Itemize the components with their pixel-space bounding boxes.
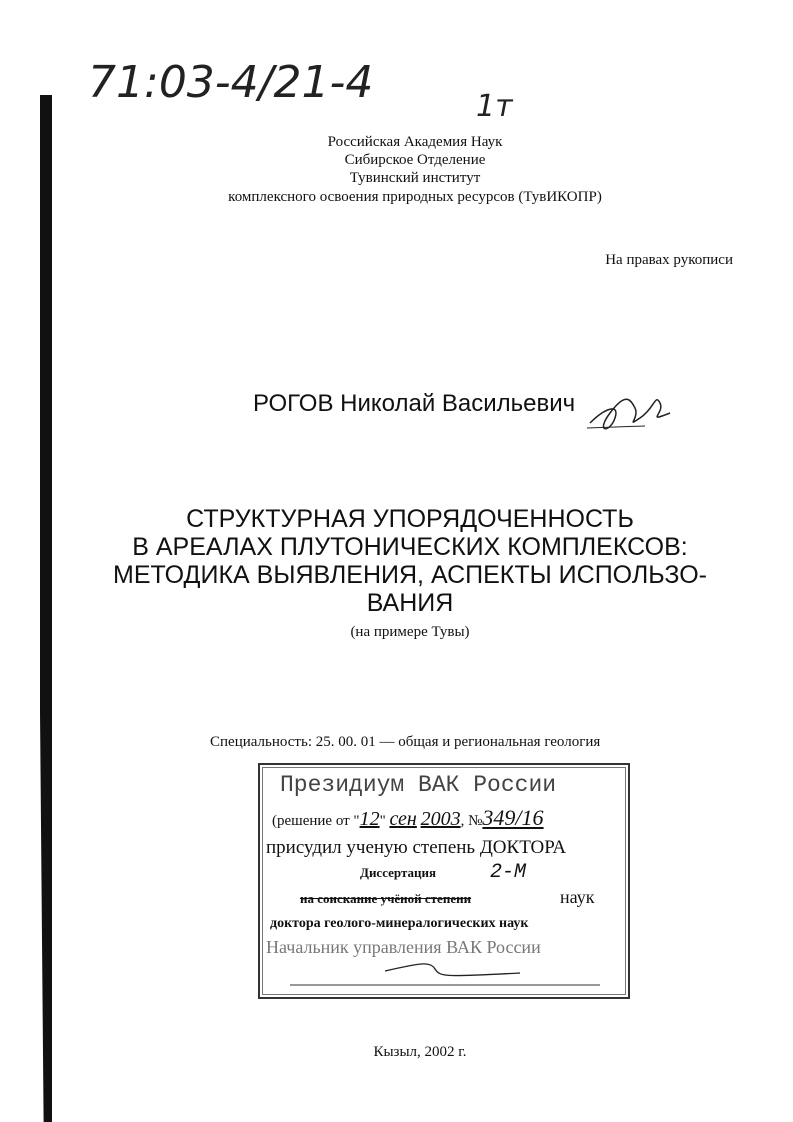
stamp-decision: (решение от "12" сен 2003, №349/16	[272, 805, 544, 830]
stamp-degree-struck: на соискание учёной степени	[300, 891, 472, 906]
stamp-title: Президиум ВАК России	[280, 772, 557, 798]
stamp-signature-line	[280, 961, 610, 989]
handwritten-mark: 1т	[476, 89, 513, 124]
title-line: СТРУКТУРНАЯ УПОРЯДОЧЕННОСТЬ	[186, 505, 634, 533]
header-line: Сибирское Отделение	[344, 152, 486, 168]
stamp-hand-mark: 2-М	[490, 861, 527, 884]
rights-note: На правах рукописи	[605, 252, 733, 268]
decision-day: 12	[359, 808, 380, 830]
decision-year: 2003	[420, 808, 461, 830]
stamp-degree: доктора геолого-минералогических наук	[270, 916, 529, 931]
header-line: комплексного освоения природных ресурсов (ТувИКОПР)	[228, 189, 602, 205]
header-line: Российская Академия Наук	[327, 134, 503, 150]
title-line: ВАНИЯ	[366, 589, 454, 617]
title-line: МЕТОДИКА ВЫЯВЛЕНИЯ, АСПЕКТЫ ИСПОЛЬЗО-	[113, 561, 707, 589]
title-line: В АРЕАЛАХ ПЛУТОНИЧЕСКИХ КОМПЛЕКСОВ:	[132, 533, 688, 561]
decision-month: сен	[389, 808, 417, 830]
vak-stamp	[258, 763, 630, 999]
city-year: Кызыл, 2002 г.	[373, 1044, 467, 1060]
scan-edge-shadow	[40, 95, 52, 1122]
decision-prefix: (решение от "	[272, 813, 360, 829]
subtitle: (на примере Тувы)	[350, 624, 470, 640]
author-name: РОГОВ Николай Васильевич	[253, 390, 576, 417]
handwritten-code: 71:03-4/21-4	[88, 57, 374, 108]
number-prefix: №	[468, 813, 483, 829]
decision-number: 349/16	[482, 805, 544, 830]
specialty: Специальность: 25. 00. 01 — общая и региональная геология	[210, 734, 601, 750]
stamp-dissertation: Диссертация	[360, 865, 437, 880]
signature	[585, 388, 675, 438]
header-line: Тувинский институт	[349, 170, 481, 186]
stamp-sciences: наук	[560, 887, 595, 907]
stamp-footer: Начальник управления ВАК России	[266, 937, 541, 957]
stamp-award: присудил ученую степень ДОКТОРА	[266, 837, 567, 858]
